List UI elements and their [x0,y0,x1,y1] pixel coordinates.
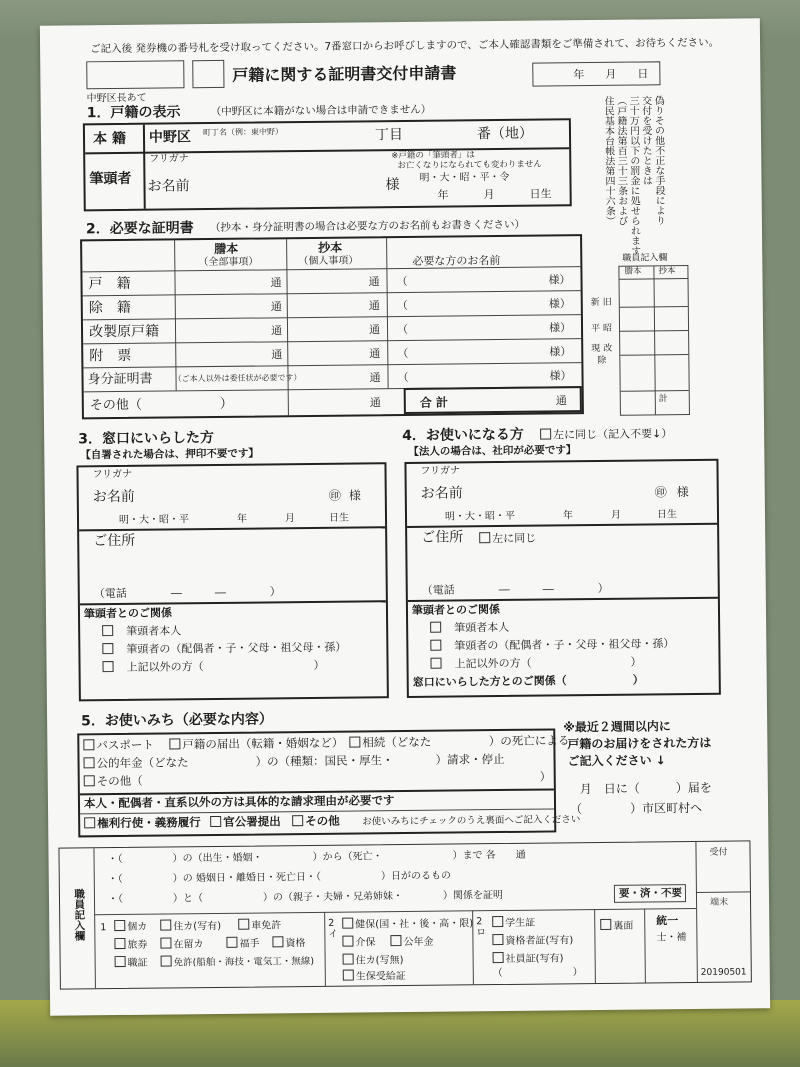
purpose-other2[interactable]: その他 [292,815,340,829]
warning-note: 偽りその他不正な手段により 交付を受けたときは 三十万円以下の罰金に処せられます （戸籍法第百三十三条および 住民基本台帳法第四十六条） [602,95,665,256]
purpose-rights[interactable]: 権利行使・義務履行 [84,816,201,831]
ticket-number-box[interactable] [86,60,184,89]
section3-title: 3．窓口にいらした方 [78,429,214,448]
recent-date-field[interactable]: 月 日に（ ）届を [579,780,712,797]
applicant-address-field[interactable] [93,548,373,581]
purpose-box: パスポート 戸籍の届出（転籍・婚姻など） 相続（どなた ）の死亡による 公的年金（どなた ）の（種類：国民・厚生・ ）請求・停止 その他（ ） 本人・配偶者・直系以外の方は具体的な請求理由が必要です 権利行使・義務履行 官公署提出 その他 お使いみちにチェックのうえ裏面へご記入ください [77,728,556,837]
staff-count-grid: 謄本 抄本 計 [618,265,690,416]
recent-line1: ※最近２週間以内に [563,719,671,735]
user-rel-self[interactable]: 筆頭者本人 [430,621,509,635]
section3-note: 【自署された場合は、押印不要です】 [80,447,259,462]
section5-title: 5．お使いみち（必要な内容） [81,711,273,730]
purpose-koseki-todoke[interactable]: 戸籍の届出（転籍・婚姻など） [169,737,343,753]
status-box[interactable]: 要・済・不要 [614,884,686,903]
recent-line2: 戸籍のお届けをされた方は [567,735,712,752]
certificate-table: 謄本 （全部事項） 抄本 （個人事項） 必要な方のお名前 戸 籍 通 通 （ 様） 除 籍 通 通 （ 様） 改製原戸籍 通 通 （ 様） 附 票 通 通 （ 様） 身分証明書 （ご本人以外は委任状が必要です） 通 （ 様） その他（ ） 通 合 計 通 [80,234,584,419]
applicant-box: フリガナ お名前 ㊞ 様 明・大・昭・平 年 月 日生 ご住所 （電話 ― ― ） 筆頭者とのご関係 筆頭者本人 筆頭者の（配偶者・子・父母・祖父母・孫） 上記以外の方（ ） [76,462,388,701]
notice-text: ご記入後 発券機の番号札を受け取ってください。7番窓口からお呼びしますので、ご本人確認書類をご準備されて、お待ちください。 [90,36,720,56]
user-address-field[interactable] [421,545,701,578]
name-label: お名前 [147,178,190,195]
section1-title: 1．戸籍の表示 [86,104,181,122]
form-title: 戸籍に関する証明書交付申請書 [232,63,457,85]
furigana-label: フリガナ [149,153,189,165]
addressee: 中野区長あて [86,92,147,105]
ticket-sub-box[interactable] [192,60,224,88]
era-options[interactable]: 明・大・昭・平・令 [419,171,510,184]
reason-required-note: 本人・配偶者・直系以外の方は具体的な請求理由が必要です [83,793,395,811]
recent-line3: ご記入ください ↓ [567,753,666,769]
banchi-label: 番（地） [476,125,534,143]
row-koseki[interactable]: 戸 籍 通 通 （ 様） [88,273,571,293]
hittousha-remark1: ※戸籍の「筆頭者」は [391,150,475,162]
purpose-inheritance[interactable]: 相続（どなた ）の死亡による [349,734,569,750]
user-phone-field[interactable]: （電話 ― ― ） [421,581,609,597]
purpose-pension[interactable]: 公的年金（どなた [83,756,188,771]
hittousha-name-field[interactable] [147,171,377,197]
section1-note: （中野区に本籍がない場合は申請できません） [210,103,432,119]
section2-note: （抄本・身分証明書の場合は必要な方のお名前もお書きください） [209,218,526,235]
user-box: フリガナ お名前 ㊞ 様 明・大・昭・平 年 月 日生 ご住所 左に同じ （電話 ― ― ） 筆頭者とのご関係 筆頭者本人 筆頭者の（配偶者・子・父母・祖父母・孫） 上記以外の方（ ） 窓口にいらした方とのご関係（ ） [404,459,720,698]
date-box[interactable]: 年 月 日 [532,61,660,86]
ward-name: 中野区 [148,129,192,146]
purpose-office[interactable]: 官公署提出 [210,815,281,830]
hittousha-label: 筆頭者 [89,170,132,188]
row-mibun[interactable]: 身分証明書 （ご本人以外は委任状が必要です） 通 （ 様） [87,369,572,388]
form-number: 20190501 [700,967,747,978]
section4-note: 【法人の場合は、社印が必要です】 [408,444,577,458]
purpose-passport[interactable]: パスポート [83,739,154,754]
row-other[interactable]: その他（ ） 通 [89,396,381,414]
applicant-phone-field[interactable]: （電話 ― ― ） [93,585,281,601]
application-form: ご記入後 発券機の番号札を受け取ってください。7番窓口からお呼びしますので、ご本人確認書類をご準備されて、お待ちください。 戸籍に関する証明書交付申請書 年 月 日 中野区長あて 1．戸籍の表示 （中野区に本籍がない場合は申請できません） 本 籍 中野区 町丁名（例：東中野） 丁目 番（地） 筆頭者 フリガナ ※戸籍の「筆頭者」は お亡くなりになられても変わりません お名前 様 明・大・昭・平・令 年 月 日生 偽りその他不正な手段により 交付を受けたときは 三十万円以下の罰金に処せられます （戸籍法第百三十三条および 住民基本台帳法第四十六条） 2．必要な証明書 （抄本・身分証明書の場合は必要な方のお名前もお書きください） 謄本 （全部事項） 抄本 （個人事項） 必要な方のお名前 戸 籍 通 通 （ 様） 除 籍 通 通 （ 様） 改製原戸籍 通 通 （ 様） 附 票 通 通 （ 様） 身分証明書 （ご本人以外は委任状が必要です） 通 （ 様） その他（ ） 通 合 計 通 職員記入欄 謄本 抄本 計 新 旧 平 昭 現 改 除 3．窓口にいらした方 【自署された場合は、押印不要です】 フリガナ お名前 ㊞ 様 明・大・昭・平 年 月 日生 ご住所 （電話 ― ― ） 筆頭者とのご関係 筆頭者本人 筆頭者の（配偶者・子・父母・祖父母・孫） 上記以外の方（ ） 4．お使いになる方 左に同じ（記入不要↓） 【法人の場合は、社印が必要です】 フリガナ お名前 ㊞ 様 明・大・昭・平 年 月 日生 ご住所 左に同じ （電話 ― ― ） 筆頭者とのご関係 筆頭者本人 筆頭者の（配偶者・子・父母・祖父母・孫） 上記以外の方（ ） 窓口にいらした方とのご関係（ ） 5．お使いみち（必要な内容） パスポート 戸籍の届出（転籍・婚姻など） 相続（どなた ）の死亡による 公的年金（どなた ）の（種類：国民・厚生・ ）請求・停止 その他（ ） 本人・配偶者・直系以外の方は具体的な請求理由が必要です 権利行使・義務履行 官公署提出 その他 お使いみちにチェックのうえ裏面へご記入ください ※最近２週間以内に 戸籍のお届けをされた方は ご記入ください ↓ 月 日に（ ）届を （ ）市区町村へ 職員記入欄 ・（ ）の（出生・婚姻・ ）から（死亡・ ）まで 各 通 ・（ ）の 婚姻日・離婚日・死亡日・（ ）日がのるもの ・（ ）と（ ）の（親子・夫婦・兄弟姉妹・ ）関係を証明 要・済・不要 受付 端末 1 個カ 住カ(写有) 車免許 旅券 在留カ 福手 資格 職証 免許(船舶・海技・電気工・無線) 2 イ 健保(国・社・後・高・限) 介保 公年金 住カ(写無) 生保受給証 2 ロ 学生証 資格者証(写有) 社員証(写有) （ ） 裏面 統一 士・補 20190501 [40,18,770,1015]
hittousha-remark2: お亡くなりになられても変わりません [397,159,542,172]
register-table: 本 籍 中野区 町丁名（例：東中野） 丁目 番（地） 筆頭者 フリガナ ※戸籍の「筆頭者」は お亡くなりになられても変わりません お名前 様 明・大・昭・平・令 年 月 日生 [83,118,572,211]
same-as-left-checkbox[interactable]: 左に同じ（記入不要↓） [540,427,672,442]
sama-label: 様 [385,177,400,194]
honseki-label: 本 籍 [92,130,126,148]
applicant-rel-family[interactable]: 筆頭者の（配偶者・子・父母・祖父母・孫） [102,641,346,657]
section2-title: 2．必要な証明書 [85,220,194,238]
staff-entry-box: 職員記入欄 ・（ ）の（出生・婚姻・ ）から（死亡・ ）まで 各 通 ・（ ）の 婚姻日・離婚日・死亡日・（ ）日がのるもの ・（ ）と（ ）の（親子・夫婦・兄弟姉妹・ ）関係を証明 要・済・不要 受付 端末 1 個カ 住カ(写有) 車免許 旅券 在留カ 福手 資格 職証 免許(船舶・海技・電気工・無線) 2 イ 健保(国・社・後・高・限) 介保 公年金 住カ(写無) 生保受給証 2 ロ 学生証 資格者証(写有) 社員証(写有) （ ） 裏面 統一 士・補 20190501 [58,840,751,989]
recent-city-field[interactable]: （ ）市区町村へ [569,800,703,817]
row-kaisei[interactable]: 改製原戸籍 通 通 （ 様） [88,321,572,341]
user-name-field[interactable] [421,479,651,505]
user-rel-other[interactable]: 上記以外の方（ ） [430,656,641,671]
chome-label: 丁目 [374,127,404,144]
user-rel-family[interactable]: 筆頭者の（配偶者・子・父母・祖父母・孫） [430,637,674,653]
window-relation-field[interactable]: 窓口にいらした方とのご関係（ ） [412,673,644,689]
town-hint: 町丁名（例：東中野） [202,127,284,138]
applicant-rel-other[interactable]: 上記以外の方（ ） [102,659,324,675]
applicant-name-field[interactable] [93,483,323,509]
applicant-rel-self[interactable]: 筆頭者本人 [102,624,181,638]
address-same-checkbox[interactable]: 左に同じ [479,532,536,546]
row-joseki[interactable]: 除 籍 通 通 （ 様） [88,297,571,317]
total-box[interactable]: 合 計 通 [404,386,582,414]
section4-title: 4．お使いになる方 [402,426,524,445]
row-fuhyo[interactable]: 附 票 通 通 （ 様） [89,345,572,365]
staff-title: 職員記入欄 [622,253,668,264]
purpose-other[interactable]: その他（ [84,775,143,789]
